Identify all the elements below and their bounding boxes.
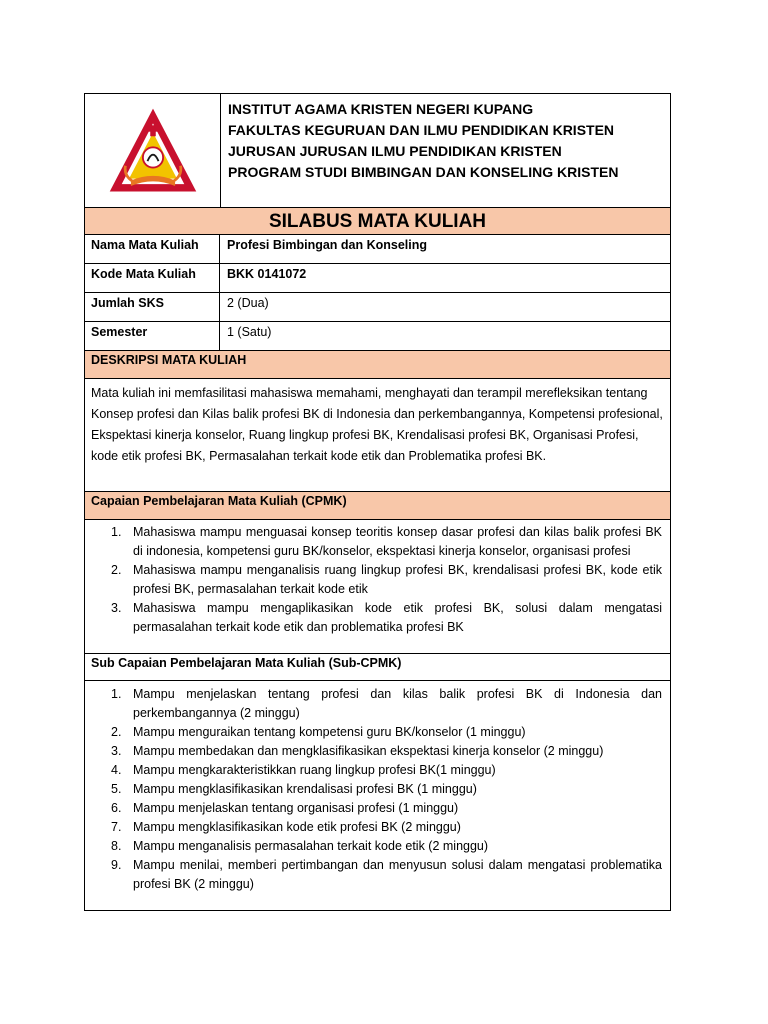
cpmk-heading: Capaian Pembelajaran Mata Kuliah (CPMK) <box>84 492 671 520</box>
field-value: 1 (Satu) <box>227 325 272 339</box>
syllabus-document <box>84 93 671 911</box>
list-item-text: Mampu mengkarakteristikkan ruang lingkup profesi BK(1 minggu) <box>133 763 496 777</box>
list-item: 7. Mampu mengklasifikasikan kode etik profesi BK (2 minggu) <box>111 820 461 834</box>
list-item-text: Mampu membedakan dan mengklasifikasikan ekspektasi kinerja konselor (2 minggu) <box>133 744 604 758</box>
cpmk-list-cell <box>84 520 671 654</box>
field-row-course-name <box>84 235 671 264</box>
list-item-text: Mampu mengklasifikasikan krendalisasi profesi BK (1 minggu) <box>133 782 477 796</box>
list-item-text: Mampu menganalisis permasalahan terkait kode etik (2 minggu) <box>133 839 489 853</box>
institution-logo <box>107 105 199 197</box>
logo-cell <box>85 94 221 207</box>
list-item-text: Mampu menilai, memberi pertimbangan dan menyusun solusi dalam mengatasi problematika profesi BK (2 minggu) <box>133 858 662 891</box>
description-heading: DESKRIPSI MATA KULIAH <box>84 351 671 379</box>
page-title: SILABUS MATA KULIAH <box>84 208 671 235</box>
field-row-course-code <box>84 264 671 293</box>
list-item: 5. Mampu mengklasifikasikan krendalisasi profesi BK (1 minggu) <box>111 782 477 796</box>
list-item: 9. Mampu menilai, memberi pertimbangan dan menyusun solusi dalam mengatasi problematika profesi BK (2 minggu) <box>111 858 662 891</box>
list-item-text: Mampu menjelaskan tentang organisasi profesi (1 minggu) <box>133 801 459 815</box>
field-label: Jumlah SKS <box>85 293 220 321</box>
program-name: PROGRAM STUDI BIMBINGAN DAN KONSELING KRISTEN <box>228 164 619 180</box>
list-item-text: Mahasiswa mampu menganalisis ruang lingkup profesi BK, krendalisasi profesi BK, kode etik profesi BK, permasalahan terkait kode etik <box>133 563 662 596</box>
list-item: 3. Mahasiswa mampu mengaplikasikan kode etik profesi BK, solusi dalam mengatasi permasalahan terkait kode etik dan problematika profesi BK <box>111 601 662 634</box>
field-row-semester <box>84 322 671 351</box>
list-item: 2. Mampu menguraikan tentang kompetensi guru BK/konselor (1 minggu) <box>111 725 526 739</box>
header-row <box>84 93 671 208</box>
list-item-text: Mahasiswa mampu mengaplikasikan kode etik profesi BK, solusi dalam mengatasi permasalahan terkait kode etik dan problematika profesi BK <box>133 601 662 634</box>
field-label: Nama Mata Kuliah <box>85 235 220 263</box>
list-item-text: Mampu menjelaskan tentang profesi dan kilas balik profesi BK di Indonesia dan perkembangannya (2 minggu) <box>133 687 662 720</box>
cpmk-list <box>85 523 670 637</box>
field-label: Semester <box>85 322 220 350</box>
field-label: Kode Mata Kuliah <box>85 264 220 292</box>
field-value: 2 (Dua) <box>227 296 269 310</box>
faculty-name: FAKULTAS KEGURUAN DAN ILMU PENDIDIKAN KRISTEN <box>228 122 615 138</box>
list-item: 3. Mampu membedakan dan mengklasifikasikan ekspektasi kinerja konselor (2 minggu) <box>111 744 604 758</box>
field-value: Profesi Bimbingan dan Konseling <box>227 238 428 252</box>
field-row-credits <box>84 293 671 322</box>
list-item: 8. Mampu menganalisis permasalahan terkait kode etik (2 minggu) <box>111 839 489 853</box>
field-value: BKK 0141072 <box>227 267 307 281</box>
institution-name: INSTITUT AGAMA KRISTEN NEGERI KUPANG <box>228 101 534 117</box>
list-item: 1. Mahasiswa mampu menguasai konsep teoritis konsep dasar profesi dan kilas balik profesi BK di indonesia, kompetensi guru BK/konselor, ekspektasi kinerja konselor, organisasi profesi <box>111 525 662 558</box>
sub-cpmk-list <box>85 685 670 894</box>
list-item-text: Mahasiswa mampu menguasai konsep teoritis konsep dasar profesi dan kilas balik profesi BK di indonesia, kompetensi guru BK/konselor, ekspektasi kinerja konselor, organisasi profesi <box>133 525 662 558</box>
list-item: 6. Mampu menjelaskan tentang organisasi profesi (1 minggu) <box>111 801 459 815</box>
list-item-text: Mampu menguraikan tentang kompetensi guru BK/konselor (1 minggu) <box>133 725 526 739</box>
sub-cpmk-list-cell <box>84 681 671 911</box>
institution-block <box>221 94 618 207</box>
description-text: Mata kuliah ini memfasilitasi mahasiswa memahami, menghayati dan terampil merefleksikan tentang Konsep profesi dan Kilas balik profesi BK di Indonesia dan perkembangannya, Kompetensi profesional, Ekspektasi kinerja konselor, Ruang lingkup profesi BK, Krendalisasi profesi BK, Organisasi Profesi, kode etik profesi BK, Permasalahan terkait kode etik dan Problematika profesi BK. <box>84 379 671 492</box>
department-name: JURUSAN JURUSAN ILMU PENDIDIKAN KRISTEN <box>228 143 562 159</box>
list-item-text: Mampu mengklasifikasikan kode etik profesi BK (2 minggu) <box>133 820 461 834</box>
list-item: 2. Mahasiswa mampu menganalisis ruang lingkup profesi BK, krendalisasi profesi BK, kode etik profesi BK, permasalahan terkait kode etik <box>111 563 662 596</box>
list-item: 4. Mampu mengkarakteristikkan ruang lingkup profesi BK(1 minggu) <box>111 763 496 777</box>
list-item: 1. Mampu menjelaskan tentang profesi dan kilas balik profesi BK di Indonesia dan perkembangannya (2 minggu) <box>111 687 662 720</box>
sub-cpmk-heading: Sub Capaian Pembelajaran Mata Kuliah (Sub-CPMK) <box>84 654 671 681</box>
